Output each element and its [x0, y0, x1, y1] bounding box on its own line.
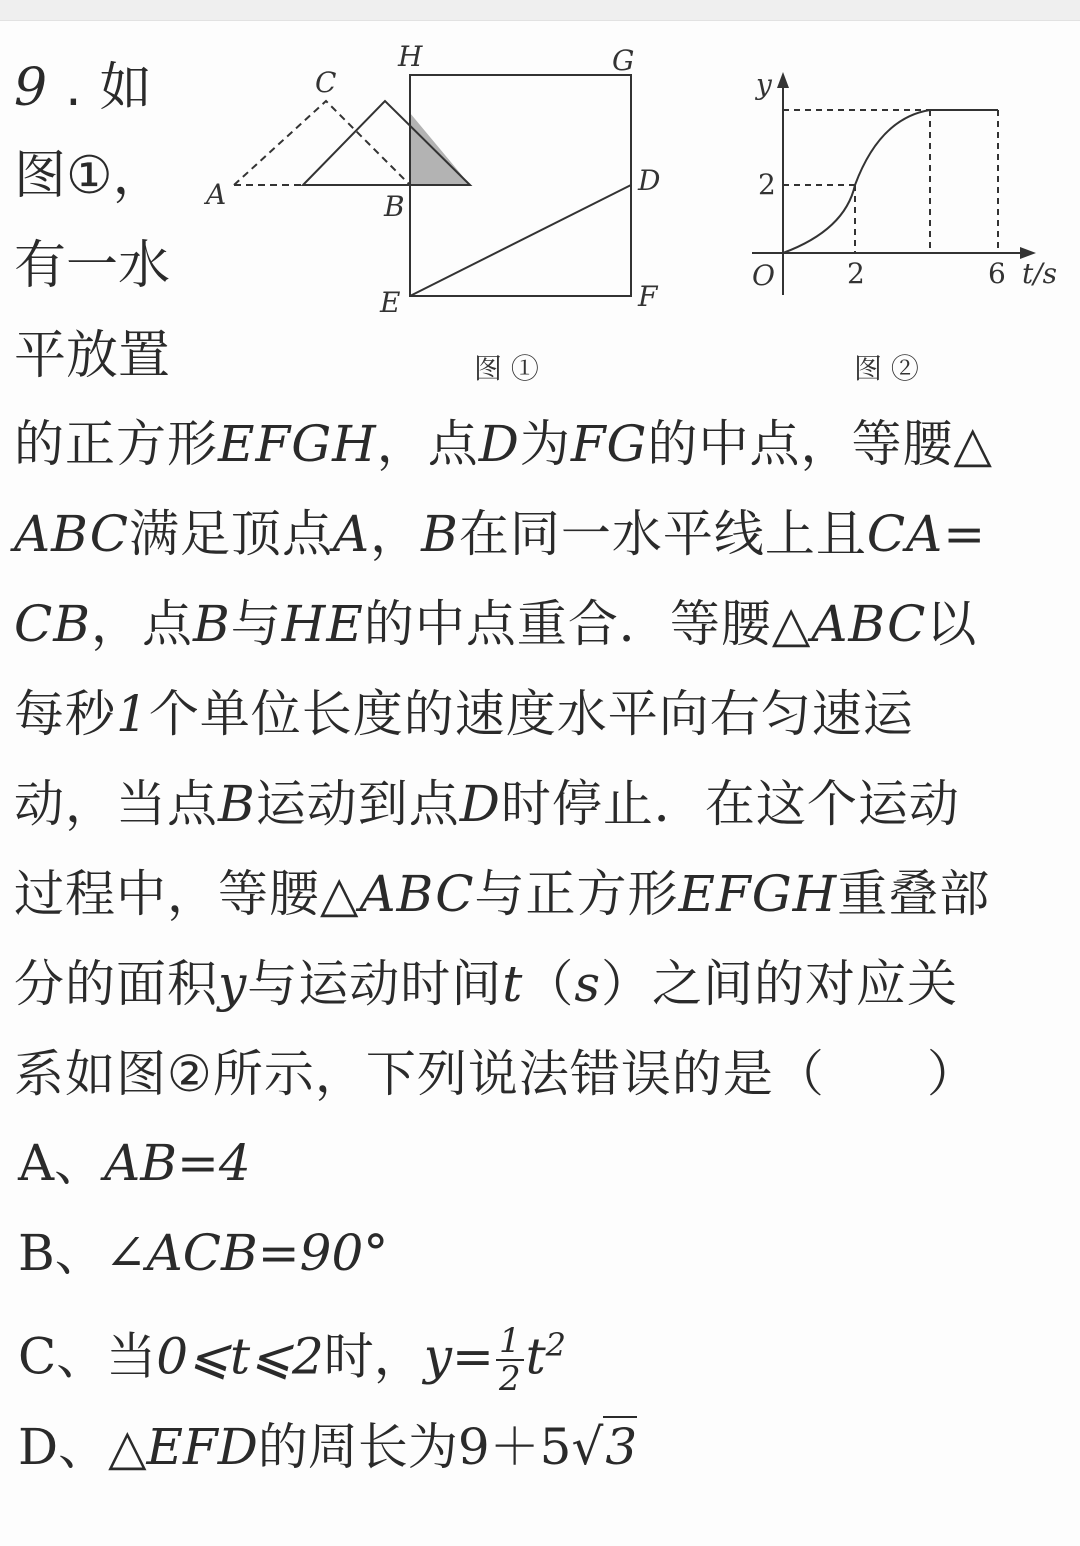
x-axis-label: t/s: [1022, 257, 1058, 290]
option-d[interactable]: [18, 1402, 637, 1492]
label-g: G: [612, 44, 635, 77]
option-c-exponent: 2: [545, 1326, 567, 1364]
body-line-7: [14, 940, 958, 1029]
option-c-math-1: 0⩽t⩽2: [156, 1327, 324, 1386]
text: 的中点重合．等腰△: [363, 595, 812, 653]
math: FG: [570, 415, 648, 473]
question-number-line: [14, 44, 152, 132]
option-b-math: ∠ACB=90°: [104, 1224, 389, 1282]
text: 与: [230, 595, 282, 653]
question-number: 9: [14, 58, 48, 118]
figure-2-caption: 图 ②: [854, 352, 919, 385]
figure-1: [190, 36, 710, 396]
math: B: [218, 775, 256, 833]
intro-text-2: 图①，: [14, 146, 165, 206]
math: B: [421, 505, 459, 563]
body-line-1: [14, 400, 993, 489]
option-d-radicand: 3: [605, 1418, 638, 1476]
label-h: H: [398, 40, 423, 73]
math: ABC: [811, 595, 927, 653]
text: （: [523, 955, 575, 1013]
top-bar: [0, 0, 1080, 21]
option-a-label: A、: [18, 1134, 105, 1192]
label-e: E: [380, 286, 401, 319]
option-c-math-3: t: [525, 1327, 546, 1386]
body-line-5: [14, 760, 960, 849]
question-dot: .: [65, 58, 82, 118]
math: CB: [14, 595, 91, 653]
text: 的中点，等腰△: [647, 415, 993, 473]
text: 满足顶点: [129, 505, 334, 563]
text: 为: [519, 415, 571, 473]
option-c[interactable]: [18, 1300, 566, 1402]
math: A: [333, 505, 371, 563]
math: 1: [116, 685, 149, 743]
math: HE: [281, 595, 364, 653]
math: EFGH: [678, 865, 838, 923]
fraction-denominator: 2: [498, 1359, 521, 1400]
origin-label: O: [752, 259, 775, 292]
curve-y-of-t: [783, 110, 998, 253]
text: 与正方形: [474, 865, 679, 923]
label-f: F: [638, 280, 658, 313]
option-d-text-1: △: [108, 1418, 147, 1476]
body-line-4: [14, 670, 914, 759]
text: 的正方形: [14, 415, 218, 473]
option-b[interactable]: [18, 1208, 388, 1298]
option-d-label: D、: [18, 1418, 109, 1476]
math: B: [193, 595, 231, 653]
text: 分的面积: [14, 955, 218, 1013]
overlap-shaded-region: [410, 113, 470, 185]
body-line-2: [14, 490, 986, 579]
text: 以: [926, 595, 978, 653]
label-c: C: [315, 66, 337, 99]
text: 与运动时间: [247, 955, 503, 1013]
math: EFGH: [218, 415, 377, 473]
x-tick-2: 2: [847, 257, 865, 290]
label-a: A: [206, 178, 227, 211]
intro-text-3: 有一水: [14, 236, 171, 296]
math: ABC: [14, 505, 130, 563]
math: s: [574, 955, 602, 1013]
text: 每秒: [14, 685, 116, 743]
option-d-text-2: 的周长为: [257, 1418, 458, 1476]
option-a[interactable]: [18, 1118, 251, 1208]
triangle-abc-dashed: [234, 101, 410, 185]
text: 动，当点: [14, 775, 218, 833]
figure-1-caption: 图 ①: [474, 352, 539, 385]
figure-2: [740, 60, 1070, 395]
math: CA=: [866, 505, 987, 563]
body-line-8: [14, 1030, 978, 1119]
option-d-math-1: EFD: [146, 1418, 258, 1476]
math: D: [459, 775, 501, 833]
text: ）之间的对应关: [601, 955, 959, 1013]
text: 运动到点: [255, 775, 460, 833]
text: 系如图②所示，下列说法错误的是（ ）: [14, 1045, 978, 1103]
sqrt-icon: √: [571, 1418, 604, 1476]
option-a-math: AB=4: [104, 1134, 251, 1192]
y-tick-2: 2: [758, 168, 776, 201]
body-line-6: [14, 850, 990, 939]
option-c-label: C、: [18, 1327, 107, 1386]
option-c-text-2: 时，: [323, 1327, 424, 1386]
label-d: D: [638, 164, 661, 197]
math: t: [502, 955, 524, 1013]
text: ，: [370, 505, 422, 563]
math: ABC: [359, 865, 475, 923]
option-c-fraction: [496, 1321, 524, 1400]
label-b: B: [384, 190, 405, 223]
text: 在同一水平线上且: [458, 505, 867, 563]
option-d-math-2: 9＋5: [457, 1418, 572, 1476]
body-line-3: [14, 580, 977, 669]
x-tick-6: 6: [988, 257, 1006, 290]
option-c-math-2: y=: [423, 1327, 494, 1386]
option-c-text-1: 当: [106, 1327, 157, 1386]
math: y: [218, 955, 248, 1013]
y-axis-label: y: [756, 68, 772, 101]
text: 重叠部: [837, 865, 991, 923]
math: D: [478, 415, 520, 473]
intro-text-4: 平放置: [14, 326, 171, 386]
text: ，点: [376, 415, 479, 473]
segment-ed: [410, 185, 631, 296]
y-axis-arrow: [777, 72, 789, 88]
text: 时停止．在这个运动: [500, 775, 960, 833]
text: ，点: [91, 595, 193, 653]
fraction-numerator: 1: [496, 1323, 524, 1361]
intro-text-1: 如: [99, 58, 152, 118]
text: 个单位长度的速度水平向右匀速运: [148, 685, 914, 743]
option-b-label: B、: [18, 1224, 105, 1282]
text: 过程中，等腰△: [14, 865, 360, 923]
